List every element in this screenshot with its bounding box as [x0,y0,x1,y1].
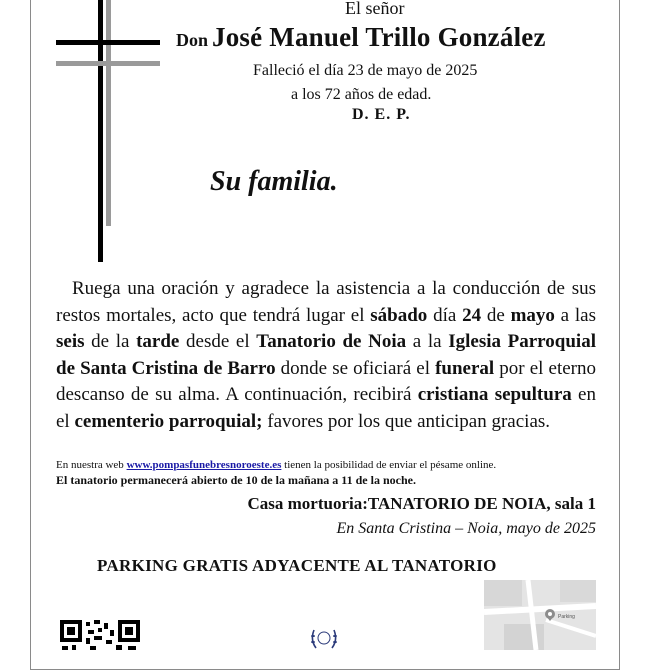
place-date: En Santa Cristina – Noia, mayo de 2025 [336,520,596,537]
death-date: Falleció el día 23 de mayo de 2025 [253,62,478,79]
parking-notice: PARKING GRATIS ADYACENTE AL TANATORIO [97,556,497,575]
deceased-name-line [176,22,546,53]
cross-icon [56,0,162,262]
svg-text:Parking: Parking [558,614,575,620]
ceremony-paragraph: Ruega una oración y agradece la asistencia a la conducción de sus restos mortales, acto que tendrá lugar el sábado día 24 de mayo a las seis de la tarde desde el Tanatorio de Noia a la Iglesia Parroquial de Santa Cristina de Barro donde se oficiará el funeral por el eterno descanso de su alma. A continuación, recibirá cristiana sepultura en el cementerio parroquial; favores por los que anticipan gracias. [56,278,597,432]
casa-mortuoria: Casa mortuoria:TANATORIO DE NOIA, sala 1 [247,494,596,513]
web-note: En nuestra web www.pompasfunebresnoroeste.es tienen la posibilidad de enviar el pésame online. [56,459,497,471]
honorific: Don [176,30,209,50]
laurel-logo-icon [304,626,344,650]
age-at-death: a los 72 años de edad. [291,86,432,103]
rip-line: D. E. P. [352,106,411,123]
family-signature: Su familia. [210,166,338,197]
title-el-senor: El señor [345,0,405,18]
deceased-name: José Manuel Trillo González [212,22,546,52]
tanatorio-hours: El tanatorio permanecerá abierto de 10 de la mañana a 11 de la noche. [56,473,416,487]
qr-code[interactable] [60,620,140,650]
location-map[interactable] [484,580,596,650]
website-link[interactable]: www.pompasfunebresnoroeste.es [126,459,282,471]
